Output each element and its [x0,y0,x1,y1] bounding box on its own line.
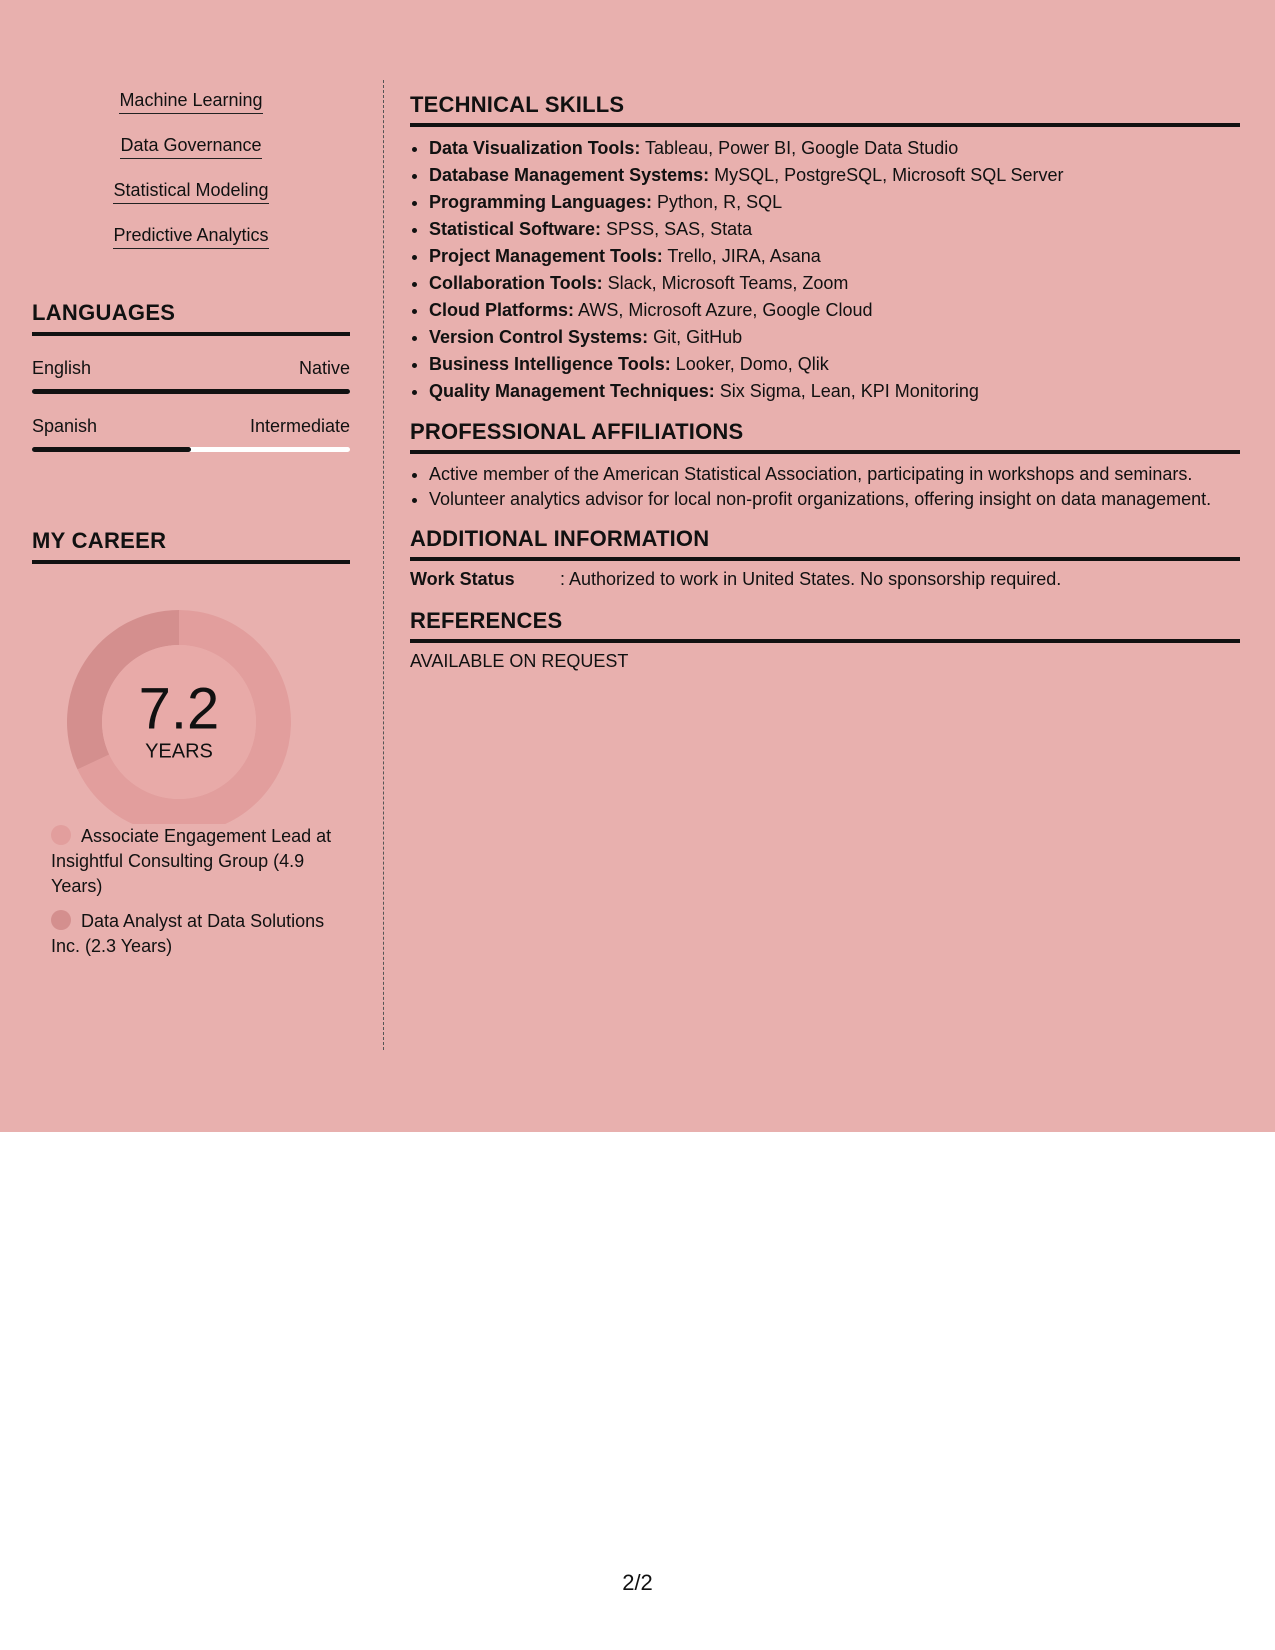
list-item: • Volunteer analytics advisor for local non-profit organizations, offering insight on data management. [429,487,1240,512]
list-item [429,189,1240,216]
career-item-text: Associate Engagement Lead at Insightful Consulting Group (4.9 Years) [51,826,332,896]
language-name: English [32,358,92,378]
skill-tag: Statistical Modeling [113,180,268,204]
skill-tag: Data Governance [120,135,261,159]
references-text: AVAILABLE ON REQUEST [410,651,629,671]
affiliations-heading: PROFESSIONAL AFFILIATIONS [410,419,1240,454]
skill-values: Slack, Microsoft Teams, Zoom [602,273,849,293]
skill-values: MySQL, PostgreSQL, Microsoft SQL Server [709,165,1064,185]
skill-category: Database Management Systems: [429,165,710,185]
career-legend-item [51,909,336,959]
skill-values: Looker, Domo, Qlik [670,354,829,374]
list-item [429,324,1240,351]
skill-category: Project Management Tools: [429,246,663,266]
technical-skills-list [410,135,1240,405]
list-item: • Active member of the American Statistical Association, participating in workshops and seminars. [429,462,1240,487]
list-item [429,297,1240,324]
page-number: 2/2 [622,1570,653,1595]
technical-skills-heading: TECHNICAL SKILLS [410,92,1240,127]
language-level: Native [298,358,350,378]
list-item [429,216,1240,243]
career-total [138,676,220,764]
language-proficiency-bar [32,447,350,452]
skill-tag: Machine Learning [119,90,262,114]
left-column [32,80,350,969]
language-proficiency-fill [32,447,191,452]
skill-values: Python, R, SQL [652,192,783,212]
language-proficiency-bar [32,389,350,394]
list-item [429,351,1240,378]
skill-category: Business Intelligence Tools: [429,354,671,374]
skill-values: Six Sigma, Lean, KPI Monitoring [714,381,979,401]
language-item [32,358,350,394]
skill-category: Cloud Platforms: [429,300,575,320]
right-column [410,92,1240,672]
legend-dot [51,825,71,845]
languages-heading: LANGUAGES [32,300,350,336]
work-status-value: : Authorized to work in United States. No sponsorship required. [560,569,1062,589]
skill-values: SPSS, SAS, Stata [601,219,753,239]
list-item [429,162,1240,189]
career-item-text: Data Analyst at Data Solutions Inc. (2.3 Years) [51,911,325,956]
language-level: Intermediate [249,416,350,436]
skill-category: Quality Management Techniques: [429,381,715,401]
language-name: Spanish [32,416,98,436]
list-item [429,243,1240,270]
skill-category: Version Control Systems: [429,327,649,347]
legend-dot [51,910,71,930]
list-item [429,270,1240,297]
skill-values: AWS, Microsoft Azure, Google Cloud [574,300,873,320]
skill-category: Data Visualization Tools: [429,138,641,158]
career-legend-item [51,824,336,899]
skill-tags [32,80,350,260]
skill-category: Collaboration Tools: [429,273,603,293]
column-divider [383,80,384,1050]
language-item [32,416,350,452]
affiliations-list [410,462,1240,512]
career-years-label: YEARS [145,740,213,763]
additional-info-heading: ADDITIONAL INFORMATION [410,526,1240,561]
skill-tag: Predictive Analytics [113,225,268,249]
skill-values: Git, GitHub [648,327,743,347]
career-total-years: 7.2 [138,676,220,742]
skill-values: Tableau, Power BI, Google Data Studio [640,138,959,158]
career-legend [32,824,350,959]
work-status-label: Work Status [410,569,515,589]
skill-category: Statistical Software: [429,219,602,239]
references-heading: REFERENCES [410,608,1240,643]
skill-category: Programming Languages: [429,192,653,212]
career-donut [32,564,350,824]
skill-values: Trello, JIRA, Asana [662,246,821,266]
list-item [429,135,1240,162]
list-item [429,378,1240,405]
career-heading: MY CAREER [32,528,350,564]
language-proficiency-fill [32,389,350,394]
work-status-row [410,569,1240,590]
